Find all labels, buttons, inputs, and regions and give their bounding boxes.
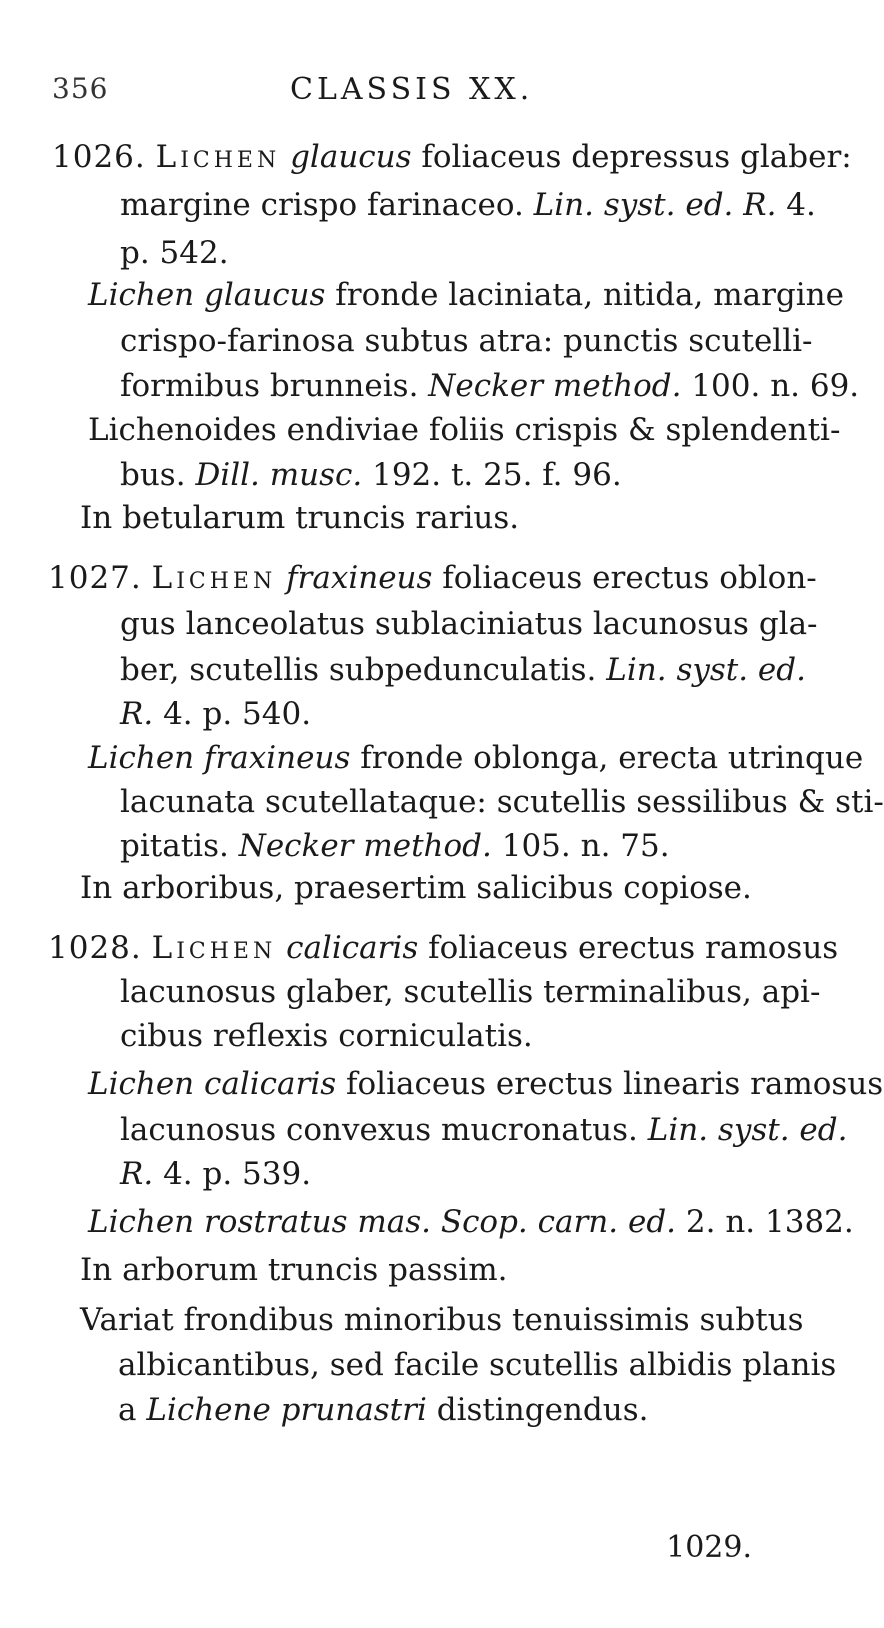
entry-line	[48, 928, 838, 968]
synonym-line	[88, 410, 840, 450]
variation-line	[80, 1300, 804, 1340]
reference-text: R.	[120, 1156, 154, 1192]
entry-line	[120, 185, 816, 225]
synonym-line	[88, 738, 863, 778]
synonym-text: lacunosus convexus mucronatus.	[120, 1112, 638, 1148]
running-title: CLASSIS XX.	[290, 72, 534, 107]
species-name: Lichene prunastri	[146, 1392, 427, 1428]
habitat-line	[80, 1250, 507, 1290]
synonym-text: foliaceus erectus linearis ramosus	[346, 1066, 884, 1102]
description-text: foliaceus erectus oblon-	[442, 560, 817, 596]
genus-name: Lichen	[151, 930, 277, 966]
variation-text: distingendus.	[436, 1392, 649, 1428]
variation-text: Variat frondibus minoribus tenuissimis subtus	[80, 1302, 804, 1338]
page-number: 356	[52, 72, 109, 105]
reference-number: 4. p. 540.	[163, 696, 312, 732]
reference-number: 192. t. 25. f. 96.	[372, 457, 622, 493]
entry-line	[120, 694, 311, 734]
synonym-name: Lichen glaucus	[88, 277, 326, 313]
synonym-text: fronde laciniata, nitida, margine	[335, 277, 844, 313]
description-text: gus lanceolatus sublaciniatus lacunosus gla-	[120, 606, 818, 642]
reference-number: 105. n. 75.	[501, 828, 670, 864]
synonym-text: Lichenoides endiviae foliis crispis & splendenti-	[88, 412, 841, 448]
page-header	[52, 72, 778, 112]
variation-line	[118, 1345, 836, 1385]
entry-line	[48, 558, 817, 598]
synonym-text: crispo-farinosa subtus atra: punctis scutelli-	[120, 323, 813, 359]
habitat-line	[80, 868, 752, 908]
synonym-line	[120, 826, 670, 866]
synonym-line	[120, 782, 884, 822]
reference-number: 4.	[786, 187, 816, 223]
description-text: margine crispo farinaceo.	[120, 187, 524, 223]
species-name: fraxineus	[286, 560, 433, 596]
synonym-text: pitatis.	[120, 828, 229, 864]
entry-line	[120, 233, 229, 273]
habitat-text: In betularum truncis rarius.	[80, 500, 520, 536]
entry-number: 1026.	[52, 139, 146, 175]
entry-line	[120, 650, 806, 690]
reference-text: Lin. syst. ed.	[647, 1112, 848, 1148]
habitat-text: In arborum truncis passim.	[80, 1252, 508, 1288]
description-text: lacunosus glaber, scutellis terminalibus, api-	[120, 974, 821, 1010]
synonym-line	[120, 366, 859, 406]
entry-line	[120, 1016, 533, 1056]
synonym-text: bus.	[120, 457, 186, 493]
genus-name: Lichen	[151, 560, 277, 596]
synonym-name: Lichen calicaris	[88, 1066, 337, 1102]
description-text: foliaceus depressus glaber:	[421, 139, 852, 175]
reference-text: R.	[120, 696, 154, 732]
synonym-line	[88, 275, 844, 315]
catchword: 1029.	[666, 1530, 752, 1565]
variation-line	[118, 1390, 648, 1430]
description-text: foliaceus erectus ramosus	[428, 930, 839, 966]
reference-number: 4. p. 539.	[163, 1156, 312, 1192]
genus-name: Lichen	[155, 139, 281, 175]
description-text: cibus reflexis corniculatis.	[120, 1018, 533, 1054]
entry-line	[120, 604, 818, 644]
variation-text: a	[118, 1392, 137, 1428]
synonym-line	[88, 1202, 854, 1242]
reference-number: 2. n. 1382.	[685, 1204, 854, 1240]
reference-text: Lin. syst. ed.	[606, 652, 806, 688]
reference-number: p. 542.	[120, 235, 229, 271]
entry-number: 1028.	[48, 930, 142, 966]
synonym-text: fronde oblonga, erecta utrinque	[360, 740, 864, 776]
synonym-name: Lichen fraxineus	[88, 740, 351, 776]
synonym-text: lacunata scutellataque: scutellis sessilibus & sti-	[120, 784, 884, 820]
entry-number: 1027.	[48, 560, 142, 596]
synonym-line	[120, 1154, 311, 1194]
synonym-line	[120, 321, 813, 361]
species-name: calicaris	[286, 930, 419, 966]
synonym-line	[120, 1110, 847, 1150]
synonym-text: formibus brunneis.	[120, 368, 419, 404]
reference-text: Lin. syst. ed. R.	[533, 187, 777, 223]
variation-text: albicantibus, sed facile scutellis albidis planis	[118, 1347, 837, 1383]
synonym-name: Lichen rostratus mas.	[88, 1204, 431, 1240]
habitat-line	[80, 498, 519, 538]
reference-number: 100. n. 69.	[691, 368, 860, 404]
entry-line	[52, 137, 852, 177]
species-name: glaucus	[290, 139, 412, 175]
entry-line	[120, 972, 820, 1012]
synonym-line	[88, 1064, 883, 1104]
reference-text: Necker method.	[428, 368, 682, 404]
reference-text: Scop. carn. ed.	[440, 1204, 677, 1240]
reference-text: Necker method.	[238, 828, 492, 864]
description-text: ber, scutellis subpedunculatis.	[120, 652, 597, 688]
habitat-text: In arboribus, praesertim salicibus copiose.	[80, 870, 752, 906]
synonym-line	[120, 455, 622, 495]
reference-text: Dill. musc.	[195, 457, 363, 493]
